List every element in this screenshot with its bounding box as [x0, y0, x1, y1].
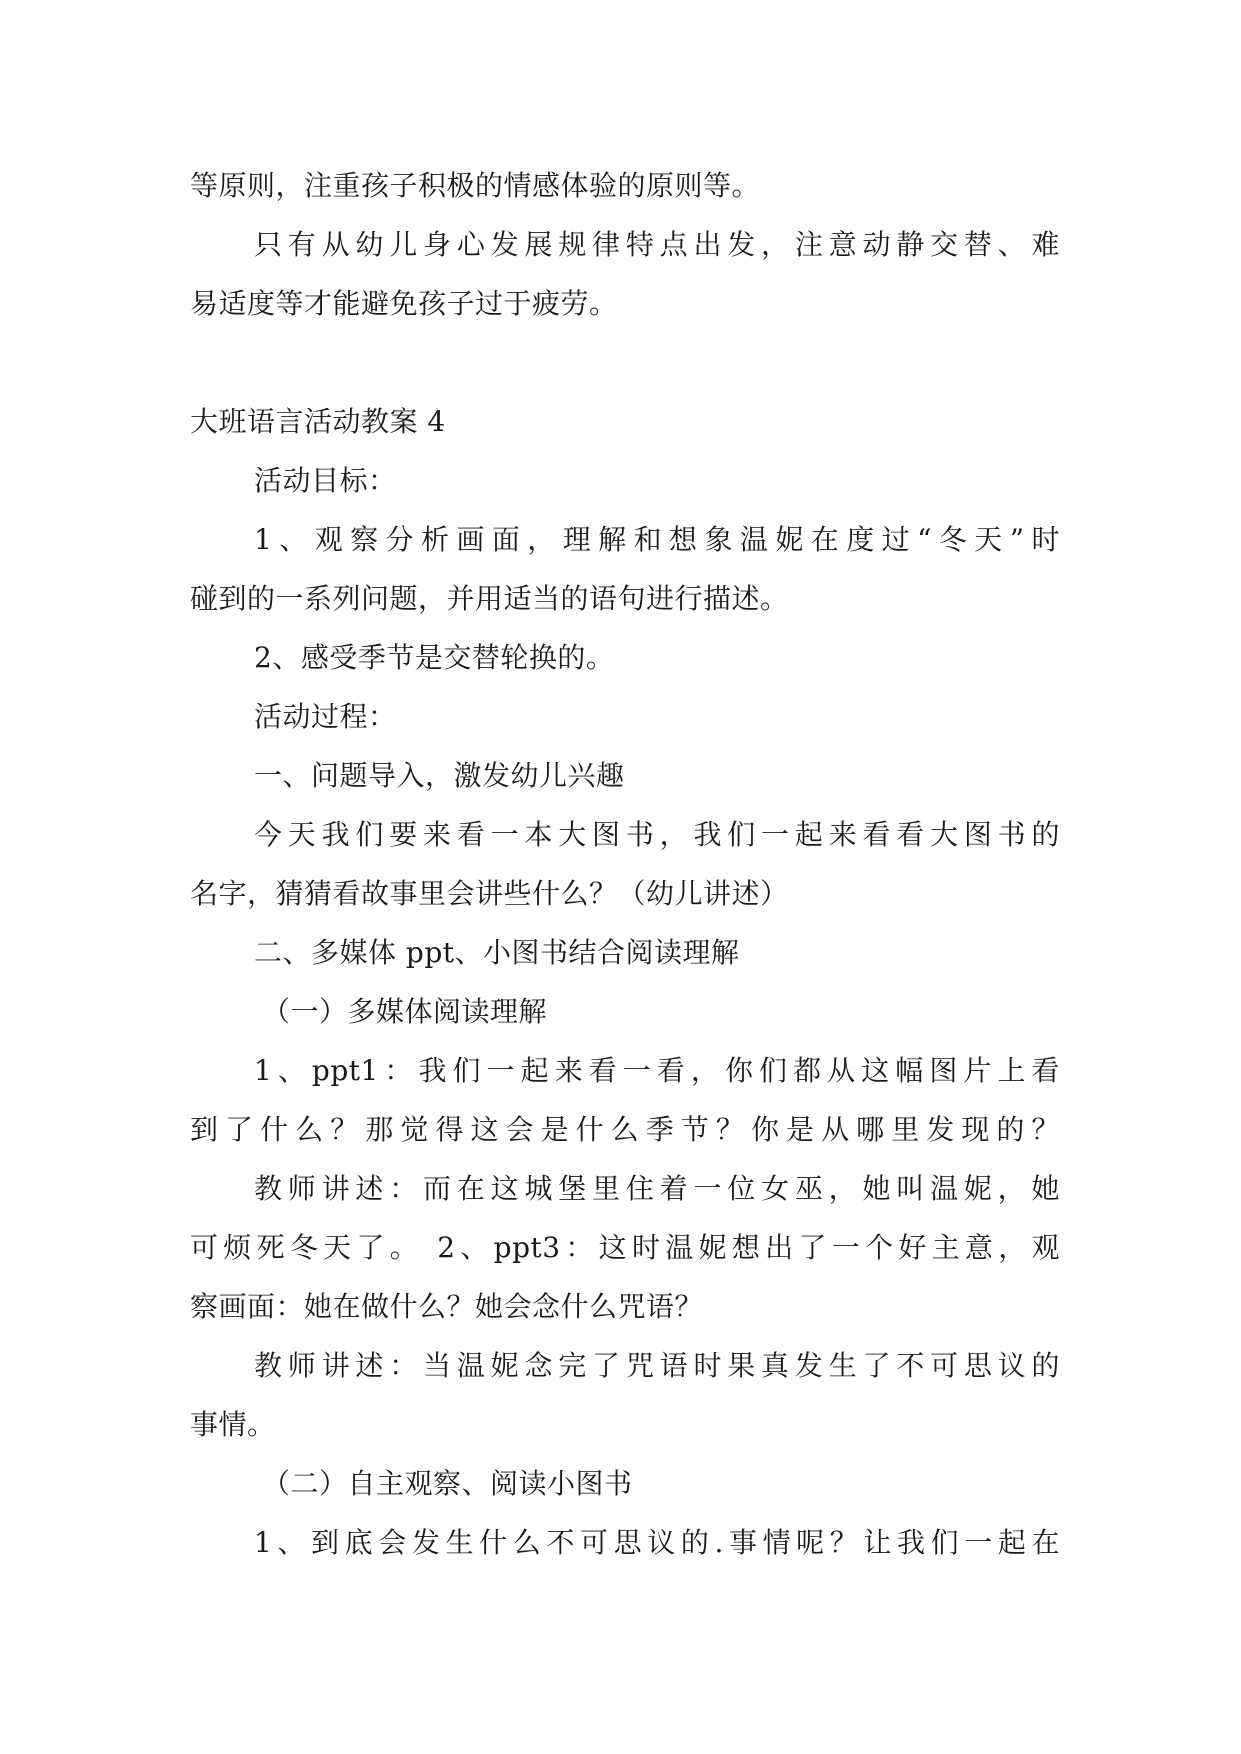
paragraph-line: 1、观察分析画面，理解和想象温妮在度过“冬天”时 [254, 523, 1060, 556]
text-line: 可烦死冬天了。 2、ppt3：这时温妮想出了一个好主意，观 [190, 1231, 1060, 1264]
paragraph-line: 2、感受季节是交替轮换的。 [254, 641, 615, 674]
paragraph-line: 1、ppt1：我们一起来看一看，你们都从这幅图片上看 [254, 1054, 1060, 1087]
heading-activity-goals: 活动目标： [254, 464, 397, 497]
text-line: 事情。 [190, 1408, 276, 1441]
section-title: 大班语言活动教案 4 [190, 405, 446, 438]
text-line: 名字，猜猜看故事里会讲些什么？（幼儿讲述） [190, 877, 789, 910]
text-line: 到了什么？那觉得这会是什么季节？你是从哪里发现的？ [190, 1113, 1060, 1146]
text-line: 碰到的一系列问题，并用适当的语句进行描述。 [190, 582, 789, 615]
paragraph-line: 1、到底会发生什么不可思议的.事情呢？让我们一起在 [254, 1526, 1060, 1559]
paragraph-line: 今天我们要来看一本大图书，我们一起来看看大图书的 [254, 818, 1060, 851]
subheading: （二）自主观察、阅读小图书 [262, 1467, 633, 1500]
paragraph-line: 教师讲述：而在这城堡里住着一位女巫，她叫温妮，她 [254, 1172, 1060, 1205]
heading-activity-process: 活动过程： [254, 700, 397, 733]
text-line: 察画面：她在做什么？她会念什么咒语？ [190, 1290, 704, 1323]
text-line: 等原则，注重孩子积极的情感体验的原则等。 [190, 169, 761, 202]
subheading: 二、多媒体 ppt、小图书结合阅读理解 [254, 936, 740, 969]
paragraph-line: 只有从幼儿身心发展规律特点出发，注意动静交替、难 [254, 228, 1060, 261]
text-line: 易适度等才能避免孩子过于疲劳。 [190, 287, 618, 320]
subheading: （一）多媒体阅读理解 [262, 995, 548, 1028]
paragraph-line: 教师讲述：当温妮念完了咒语时果真发生了不可思议的 [254, 1349, 1060, 1382]
subheading: 一、问题导入，激发幼儿兴趣 [254, 759, 625, 792]
